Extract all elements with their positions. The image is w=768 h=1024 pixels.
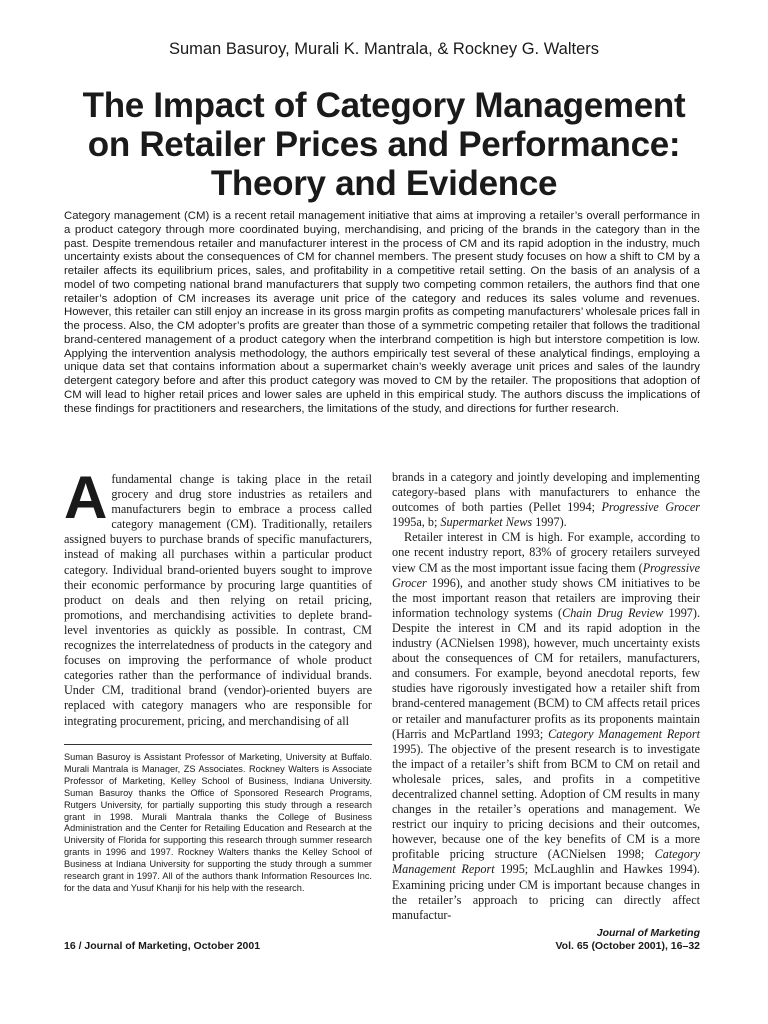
citation-italic: Chain Drug Review — [562, 605, 664, 620]
paragraph-retailer-interest — [392, 530, 700, 922]
paper-title — [30, 86, 738, 203]
body-column-left — [64, 464, 372, 729]
text-run: 1995a, b; — [392, 515, 441, 530]
citation-italic: Progressive Grocer — [601, 500, 701, 515]
body-column-right — [392, 470, 700, 923]
citation-italic: Supermarket News — [440, 515, 533, 530]
intro-text: fundamental change is taking place in the retail grocery and drug store industries as retailers and manufacturers begin to embrace a process called category management (CM). Traditionally, retailers assigned buyers to purchase brands of specific manufacturers, instead of making all purchases within a particular product category. Individual brand-oriented buyers sought to improve their economic performance by procuring large quantities of product on deals and then relying on retail pricing, promotions, and merchandising activities to deplete brand-level inventories as quickly as possible. In contrast, CM recognizes the interrelatedness of products in the category and focuses on improving the performance of whole product categories rather than the performance of individual brands. Under CM, traditional brand (vendor)-oriented buyers are replaced with category managers who are responsible for integrating procurement, pricing, and merchandising of all — [64, 472, 372, 728]
paragraph-continued — [392, 470, 700, 530]
title-line-2: on Retailer Prices and Performance: — [87, 125, 681, 164]
intro-paragraph — [64, 464, 372, 729]
text-run: Retailer interest in CM is high. For example, according to one recent industry report, 83% of grocery retailers surveyed view CM as the most important issue facing them ( — [392, 530, 700, 575]
volume-info: Vol. 65 (October 2001), 16–32 — [555, 940, 700, 952]
citation-italic: Progressive Grocer — [392, 560, 700, 590]
journal-name: Journal of Marketing — [596, 927, 700, 939]
page-folio: 16 / Journal of Marketing, October 2001 — [64, 940, 261, 952]
citation-italic: Category Management Report — [392, 847, 700, 877]
text-run: 1995). The objective of the present research is to investigate the impact of a retailer’s shift from BCM to CM on retail and wholesale prices, sales, and profits in a competitive decentralized channel setting. Adoption of CM results in many changes in the retailer’s operations and management. We restrict our inquiry to pricing decisions and their outcomes, however, because one of the key benefits of CM is a more profitable pricing structure (ACNielsen 1998; — [392, 741, 700, 862]
text-run: 1995; McLaughlin and Hawkes 1994). Examining pricing under CM is important because changes in the retailer’s approach to pricing can directly affect manufactur- — [392, 862, 700, 922]
title-line-3: Theory and Evidence — [210, 164, 558, 203]
title-line-1: The Impact of Category Management — [82, 86, 686, 125]
text-run: brands in a category and jointly developing and implementing category-based plans with manufacturers to enhance the outcomes of both parties (Pellet 1994; — [392, 470, 700, 515]
author-footnote: Suman Basuroy is Assistant Professor of Marketing, University at Buffalo. Murali Mantrala is Manager, ZS Associates. Rockney Walters is Associate Professor of Marketing, Kelley School of Business, Indiana University. Suman Basuroy thanks the Office of Sponsored Research Programs, Rutgers University, for partially supporting this study through a research grant in 1998. Murali Mantrala thanks the College of Business Administration and the Center for Retailing Education and Research at the University of Florida for supporting this research through summer research grants in 1996 and 1997. Rockney Walters thanks the Kelley School of Business at Indiana University for supporting the study through a summer research grant in 1997. All of the authors thank Information Resources Inc. for the data and Yusuf Khanji for his help with the research. — [64, 752, 372, 893]
text-run: 1997). Despite the interest in CM and its rapid adoption in the industry (ACNielsen 1998), however, much uncertainty exists about the consequences of CM for retailers, manufacturers, and consumers. For example, beyond anecdotal reports, few studies have rigorously investigated how a retailer shift from brand-centered management (BCM) to CM affects retail prices or retailer and manufacturer profits as its proponents maintain (Harris and McPartland 1993; — [392, 605, 701, 741]
drop-cap: A — [64, 464, 108, 531]
footnote-divider — [64, 744, 372, 745]
abstract: Category management (CM) is a recent retail management initiative that aims at improving a retailer’s overall performance in a product category through more coordinated buying, merchandising, and pricing of the brands in the category than in the past. Despite tremendous retailer and manufacturer interest in the process of CM and its rapid adoption in the industry, much uncertainty exists about the consequences of CM for channel members. The present study focuses on how a shift to CM by a retailer affects its equilibrium prices, sales, and profitability in a competitive retail setting. On the basis of an analysis of a model of two competing national brand manufacturers that supply two competing common retailers, the authors find that one retailer’s adoption of CM increases its average unit price of the category and reduces its sales volume and revenues. However, this retailer can still enjoy an increase in its gross margin profits as competing manufacturers’ wholesale prices fall in the process. Also, the CM adopter’s profits are greater than those of a symmetric competing retailer that follows the traditional brand-centered management of a product category when the interbrand competition is high but interstore competition is low. Applying the intervention analysis methodology, the authors empirically test several of these analytical findings, employing a unique data set that contains information about a supermarket chain’s weekly average unit prices and sales of the laundry detergent category before and after this product category was moved to CM by the retailer. The propositions that adoption of CM will lead to higher retail prices and lower sales are upheld in this empirical study. The authors discuss the implications of these findings for practitioners and researchers, the limitations of the study, and directions for further research. — [64, 210, 700, 415]
text-run: 1996), and another study shows CM initiatives to be the most important reason that retailers are improving their information technology systems ( — [392, 575, 700, 620]
text-run: 1997). — [532, 515, 567, 530]
citation-italic: Category Management Report — [548, 726, 700, 741]
journal-citation — [555, 927, 700, 953]
authors-line: Suman Basuroy, Murali K. Mantrala, & Rockney G. Walters — [168, 40, 600, 58]
